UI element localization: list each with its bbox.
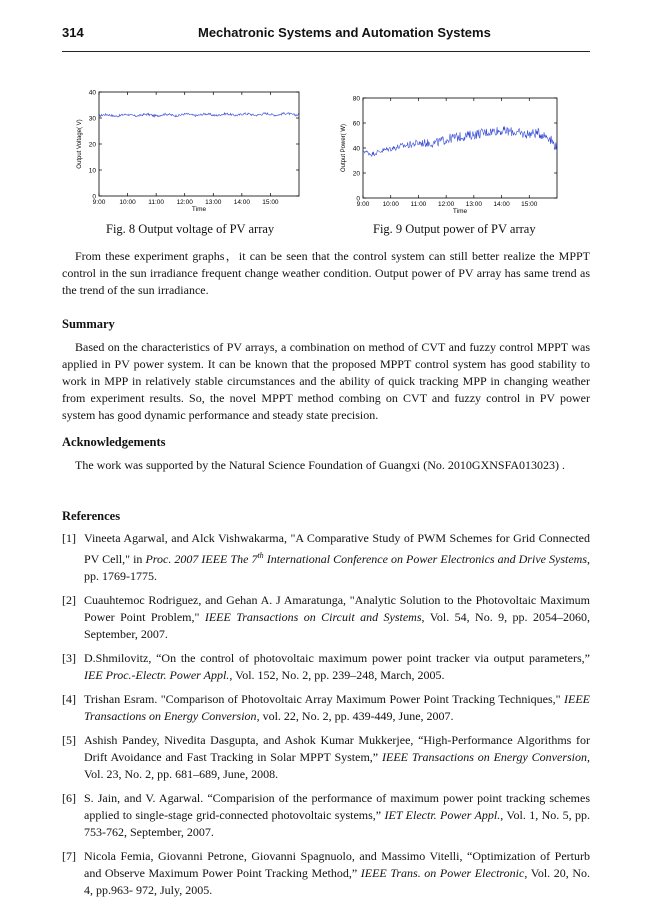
x-tick-label: 14:00 [493,201,510,208]
running-title: Mechatronic Systems and Automation Systems [198,25,491,40]
figure-8-caption: Fig. 8 Output voltage of PV array [106,222,275,236]
reference-item [62,650,590,684]
y-tick-label: 20 [88,141,96,149]
y-tick-label: 0 [356,195,360,203]
reference-item [62,530,590,585]
reference-venue: Proc. 2007 IEEE The 7 [145,552,258,566]
reference-text: Trishan Esram. "Comparison of Photovoltaic Array Maximum Power Point Tracking Techniques," [84,692,564,706]
y-tick-label: 80 [352,95,360,103]
reference-details: , pp. 1769-1775. [84,552,590,583]
acknowledgements-paragraph: The work was supported by the Natural Science Foundation of Guangxi (No. 2010GXNSFA013023) . [75,458,566,472]
reference-text: Nicola Femia, Giovanni Petrone, Giovanni Spagnuolo, and Massimo Vitelli, “Optimization of Perturb and Observe Maximum Power Point Tracking Method,” [84,849,590,880]
x-tick-label: 15:00 [521,201,538,208]
reference-item [62,790,590,841]
reference-number: [1] [62,531,76,545]
x-tick-label: 10:00 [119,199,136,206]
y-tick-label: 10 [88,167,96,175]
y-tick-label: 0 [92,193,96,201]
reference-item [62,848,590,899]
x-tick-label: 9:00 [356,201,370,208]
y-tick-label: 40 [352,145,360,153]
reference-details: , vol. 22, No. 2, pp. 439-449, June, 2007. [256,709,454,723]
x-tick-label: 13:00 [205,199,222,206]
x-axis-label: Time [452,208,468,215]
reference-item [62,691,590,725]
x-tick-label: 9:00 [92,199,106,206]
y-axis-label: Output Power( W) [341,123,347,173]
reference-number: [5] [62,733,76,747]
reference-number: [2] [62,593,76,607]
header-rule [62,51,590,52]
x-tick-label: 14:00 [233,199,250,206]
reference-text: S. Jain, and V. Agarwal. “Comparision of the performance of maximum power point tracking schemes applied to single-stage grid-connected photovoltaic systems,” [84,791,590,822]
voltage-chart [72,84,312,220]
x-axis-label: Time [191,206,207,213]
reference-number: [4] [62,692,76,706]
figure-9 [336,88,570,225]
reference-details: , Vol. 20, No. 4, pp.963- 972, July, 2005. [84,866,590,897]
y-tick-label: 60 [352,120,360,128]
reference-details: , Vol. 23, No. 2, pp. 681–689, June, 2008. [84,750,590,781]
reference-text: Cuauhtemoc Rodriguez, and Gehan A. J Amaratunga, "Analytic Solution to the Photovoltaic Maximum Power Point Problem," [84,593,590,624]
reference-venue: IEEE Transactions on Energy Conversion [382,750,587,764]
summary-paragraph: Based on the characteristics of PV arrays, a combination on method of CVT and fuzzy control MPPT was applied in PV power system. It can be known that the proposed MPPT control system has good stability to work in MPP in relatively stable circumstances and the ability of quick tracking MPP in changing weather from experiment results. So, the novel MPPT method combing on CVT and fuzzy control in PV power system has good dynamic performance and steady state precision. [62,340,590,422]
reference-venue: IET Electr. Power Appl. [384,808,501,822]
reference-details: , Vol. 152, No. 2, pp. 239–248, March, 2005. [229,668,445,682]
reference-item [62,592,590,643]
reference-details: , Vol. 54, No. 9, pp. 2054–2060, September, 2007. [84,610,590,641]
figure-9-caption: Fig. 9 Output power of PV array [373,222,536,236]
y-tick-label: 40 [88,89,96,97]
series-line-voltage [99,112,299,117]
reference-number: [7] [62,849,76,863]
page-number: 314 [62,25,84,40]
x-tick-label: 12:00 [438,201,455,208]
acknowledgements-heading: Acknowledgements [62,435,166,449]
reference-text: Vineeta Agarwal, and Alck Vishwakarma, "A Comparative Study of PWM Schemes for Grid Connected PV Cell," in [84,531,590,566]
summary-heading: Summary [62,317,115,331]
reference-text: Ashish Pandey, Nivedita Dasgupta, and Ashok Kumar Mukkerjee, “High-Performance Algorithms for Drift Avoidance and Fast Tracking in Solar MPPT System,” [84,733,590,764]
power-chart [336,88,570,220]
x-tick-label: 10:00 [382,201,399,208]
reference-text: D.Shmilovitz, “On the control of photovoltaic maximum power point tracker via output parameters,” [84,651,590,665]
reference-venue-cont: International Conference on Power Electronics and Drive Systems [263,552,587,566]
reference-number: [3] [62,651,76,665]
x-tick-label: 13:00 [465,201,482,208]
page-header [62,22,590,46]
reference-venue: IEE Proc.-Electr. Power Appl. [84,668,230,682]
plot-frame [99,92,299,196]
figure-8 [72,84,312,225]
y-tick-label: 20 [352,170,360,178]
x-tick-label: 15:00 [262,199,279,206]
y-tick-label: 30 [88,115,96,123]
x-tick-label: 12:00 [176,199,193,206]
reference-details: , Vol. 1, No. 5, pp. 753-762, September, 2007. [84,808,590,839]
reference-venue: IEEE Transactions on Energy Conversion [84,692,590,723]
x-tick-label: 11:00 [148,199,165,206]
reference-list [62,530,590,906]
reference-superscript: th [257,551,264,560]
reference-venue: IEEE Transactions on Circuit and Systems [204,610,422,624]
discussion-paragraph: From these experiment graphs，it can be seen that the control system can still better realize the MPPT control in the sun irradiance frequent change weather condition. Output power of PV array has same trend as the trend of the sun irradiance. [62,249,590,297]
references-heading: References [62,509,121,523]
reference-item [62,732,590,783]
x-tick-label: 11:00 [410,201,427,208]
series-line-power [363,126,557,156]
reference-number: [6] [62,791,76,805]
reference-venue: IEEE Trans. on Power Electronic [360,866,525,880]
y-axis-label: Output Voltage( V) [77,119,83,169]
